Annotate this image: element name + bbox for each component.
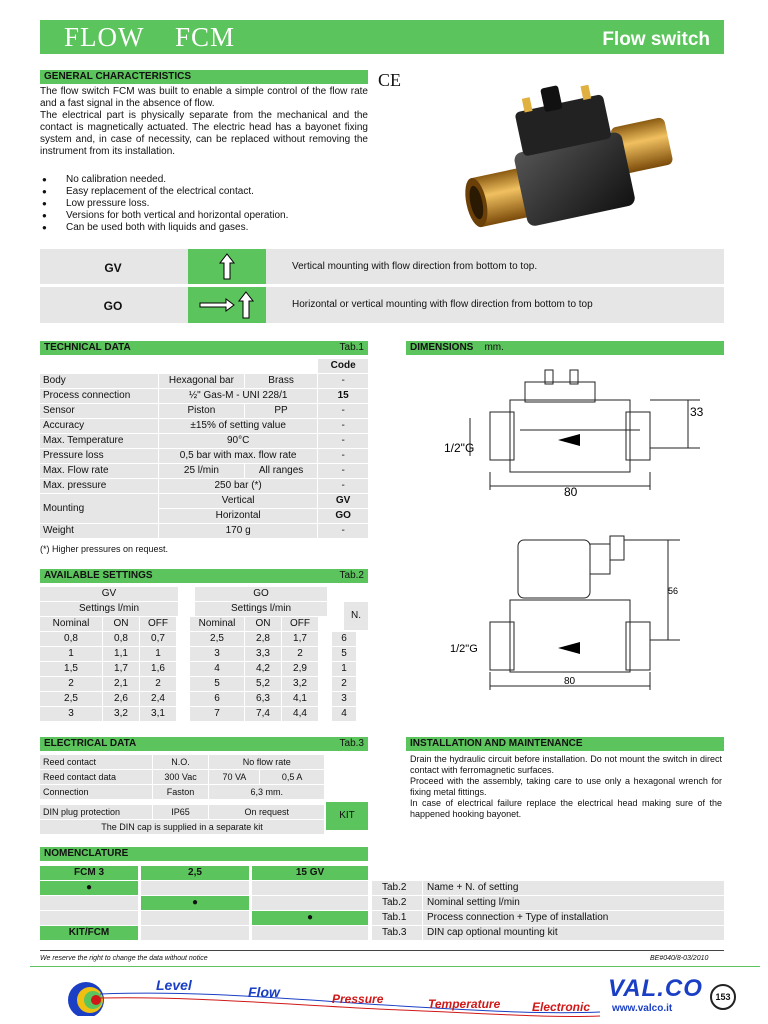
tech-value: Vertical bbox=[159, 494, 317, 508]
nomen-desc: Nominal setting l/min bbox=[423, 896, 724, 910]
nomen-tab: Tab.3 bbox=[372, 926, 422, 940]
settings-n: 5 bbox=[332, 647, 356, 661]
elec-label: Reed contact data bbox=[40, 770, 152, 784]
page-title: FLOW FCM bbox=[64, 22, 236, 52]
table-row bbox=[40, 404, 368, 418]
settings-cell: 2,8 bbox=[245, 632, 281, 646]
nomen-col: 15 GV bbox=[252, 866, 368, 880]
settings-cell: 2 bbox=[40, 677, 102, 691]
settings-cell: 0,8 bbox=[103, 632, 139, 646]
install-para: In case of electrical failure replace the electrical head making sure of the happened hooking bayonet. bbox=[410, 798, 722, 819]
table-row bbox=[40, 389, 368, 403]
list-item: ● Versions for both vertical and horizontal operation. bbox=[40, 210, 370, 222]
mounting-desc: Horizontal or vertical mounting with flow direction from bottom to top bbox=[292, 299, 593, 310]
install-text bbox=[410, 754, 722, 820]
feature-list bbox=[40, 174, 370, 234]
nomen-dot: ● bbox=[40, 881, 138, 895]
settings-cell: 2 bbox=[282, 647, 318, 661]
settings-col-head: OFF bbox=[282, 617, 318, 631]
settings-col-head: Nominal bbox=[40, 617, 102, 631]
mounting-code: GO bbox=[103, 299, 123, 313]
dimension-drawing-gv bbox=[430, 360, 720, 500]
spacer bbox=[177, 692, 189, 706]
settings-cell: 1 bbox=[140, 647, 176, 661]
spacer bbox=[319, 662, 331, 676]
tech-code: - bbox=[318, 524, 368, 538]
tech-code: GO bbox=[318, 509, 368, 523]
elec-value: On request bbox=[209, 805, 324, 819]
settings-cell: 1 bbox=[40, 647, 102, 661]
footer-word-flow: Flow bbox=[248, 984, 280, 1000]
tech-label: Max. pressure bbox=[40, 479, 158, 493]
tech-value: Piston bbox=[159, 404, 244, 418]
general-para1: The flow switch FCM was built to enable a simple control of the flow rate and a fast signal in the absence of flow. bbox=[40, 86, 368, 109]
settings-cell: 1,7 bbox=[282, 632, 318, 646]
settings-cell: 1,5 bbox=[40, 662, 102, 676]
nomenclature-heading: NOMENCLATURE bbox=[40, 847, 368, 861]
spacer bbox=[332, 617, 356, 631]
spacer bbox=[177, 707, 189, 721]
settings-go-head: GO bbox=[195, 587, 327, 601]
tech-code: - bbox=[318, 479, 368, 493]
tech-label: Sensor bbox=[40, 404, 158, 418]
settings-cell: 6,3 bbox=[245, 692, 281, 706]
tech-label: Pressure loss bbox=[40, 449, 158, 463]
elec-value: 6,3 mm. bbox=[209, 785, 324, 799]
code-header: Code bbox=[318, 359, 368, 373]
nomen-kit: KIT/FCM bbox=[40, 926, 138, 940]
arrow-right-up-box bbox=[188, 287, 266, 323]
settings-cell: 4 bbox=[190, 662, 244, 676]
settings-cell: 4,1 bbox=[282, 692, 318, 706]
table-row bbox=[40, 662, 356, 676]
footer-rule bbox=[40, 950, 724, 951]
header-bar bbox=[40, 20, 724, 54]
settings-gv-head: GV bbox=[40, 587, 178, 601]
settings-cell: 4,2 bbox=[245, 662, 281, 676]
dim-label: 80 bbox=[564, 676, 576, 687]
tech-value: 25 l/min bbox=[159, 464, 244, 478]
nomen-cell bbox=[40, 896, 138, 910]
tech-value: ±15% of setting value bbox=[159, 419, 317, 433]
settings-cell: 2 bbox=[140, 677, 176, 691]
dim-label: 56 bbox=[668, 586, 679, 596]
elec-label: Reed contact bbox=[40, 755, 152, 769]
footer-word-level: Level bbox=[156, 977, 192, 993]
settings-cell: 1,6 bbox=[140, 662, 176, 676]
settings-cell: 3,1 bbox=[140, 707, 176, 721]
tech-value: Hexagonal bar bbox=[159, 374, 244, 388]
settings-cell: 1,7 bbox=[103, 662, 139, 676]
nomen-cell bbox=[141, 926, 249, 940]
tech-label: Max. Temperature bbox=[40, 434, 158, 448]
settings-cell: 2,5 bbox=[190, 632, 244, 646]
ce-mark: CE bbox=[378, 70, 402, 90]
table-row bbox=[40, 494, 368, 508]
settings-head-row bbox=[40, 617, 356, 631]
dim-label: 1/2"G bbox=[444, 441, 475, 455]
settings-n: 4 bbox=[332, 707, 356, 721]
arrow-right-up-icon bbox=[188, 287, 266, 323]
settings-cell: 2,5 bbox=[40, 692, 102, 706]
table-row bbox=[40, 374, 368, 388]
tech-value: ½" Gas-M - UNI 228/1 bbox=[159, 389, 317, 403]
tech-label: Mounting bbox=[40, 494, 158, 523]
settings-cell: 7 bbox=[190, 707, 244, 721]
table-row bbox=[40, 692, 356, 706]
settings-cell: 3,3 bbox=[245, 647, 281, 661]
page-subtitle: Flow switch bbox=[602, 29, 710, 50]
mounting-code: GV bbox=[104, 261, 122, 275]
settings-cell: 3,2 bbox=[282, 677, 318, 691]
settings-cell: 6 bbox=[190, 692, 244, 706]
settings-cell: 0,7 bbox=[140, 632, 176, 646]
nomen-cell bbox=[252, 881, 368, 895]
electrical-heading: ELECTRICAL DATA Tab.3 bbox=[40, 737, 368, 751]
brand-url: www.valco.it bbox=[612, 1003, 673, 1014]
table-row bbox=[40, 434, 368, 448]
product-photo bbox=[456, 82, 686, 237]
spacer bbox=[177, 632, 189, 646]
settings-cell: 2,1 bbox=[103, 677, 139, 691]
nomen-dot: ● bbox=[141, 896, 249, 910]
settings-cell: 0,8 bbox=[40, 632, 102, 646]
nomen-desc: DIN cap optional mounting kit bbox=[423, 926, 724, 940]
spacer bbox=[319, 707, 331, 721]
nomen-tab: Tab.2 bbox=[372, 881, 422, 895]
nomen-desc: Process connection + Type of installation bbox=[423, 911, 724, 925]
nomen-cell bbox=[141, 911, 249, 925]
tech-value: All ranges bbox=[245, 464, 317, 478]
footer-code: BE#040/8-03/2010 bbox=[650, 955, 709, 962]
table-row bbox=[40, 632, 356, 646]
kit-badge: KIT bbox=[326, 802, 368, 830]
general-text bbox=[40, 86, 368, 158]
settings-gv-sub: Settings l/min bbox=[40, 602, 178, 616]
settings-go-sub: Settings l/min bbox=[195, 602, 327, 616]
tech-value: PP bbox=[245, 404, 317, 418]
tech-value: 90°C bbox=[159, 434, 317, 448]
spacer bbox=[319, 647, 331, 661]
spacer bbox=[177, 677, 189, 691]
elec-value: No flow rate bbox=[209, 755, 324, 769]
mounting-row-go bbox=[40, 287, 724, 323]
settings-col-head: OFF bbox=[140, 617, 176, 631]
nomen-dot: ● bbox=[252, 911, 368, 925]
tech-code: - bbox=[318, 434, 368, 448]
settings-cell: 3 bbox=[40, 707, 102, 721]
footer-band bbox=[30, 966, 760, 967]
tech-label: Accuracy bbox=[40, 419, 158, 433]
list-item: ● No calibration needed. bbox=[40, 174, 370, 186]
settings-col-head: ON bbox=[103, 617, 139, 631]
settings-cell: 5,2 bbox=[245, 677, 281, 691]
technical-table bbox=[39, 358, 369, 539]
footer-word-electronic: Electronic bbox=[532, 1000, 591, 1014]
list-item: ● Low pressure loss. bbox=[40, 198, 370, 210]
nomen-tab: Tab.1 bbox=[372, 911, 422, 925]
dim-label: 33 bbox=[690, 405, 704, 419]
settings-cell: 2,9 bbox=[282, 662, 318, 676]
table-row bbox=[40, 707, 356, 721]
electrical-table bbox=[39, 754, 325, 835]
settings-n: 6 bbox=[332, 632, 356, 646]
general-heading: GENERAL CHARACTERISTICS bbox=[40, 70, 368, 84]
tech-code: - bbox=[318, 464, 368, 478]
tech-code: GV bbox=[318, 494, 368, 508]
tech-value: 170 g bbox=[159, 524, 317, 538]
install-para: Proceed with the assembly, taking care to use only a hexagonal wrench for fixing metal fittings. bbox=[410, 776, 722, 797]
settings-col-head: Nominal bbox=[190, 617, 244, 631]
tech-code: - bbox=[318, 419, 368, 433]
nomen-cell bbox=[141, 881, 249, 895]
settings-cell: 2,4 bbox=[140, 692, 176, 706]
spacer bbox=[177, 647, 189, 661]
table-row bbox=[40, 464, 368, 478]
install-heading: INSTALLATION AND MAINTENANCE bbox=[406, 737, 724, 751]
tech-code: - bbox=[318, 449, 368, 463]
footer-word-pressure: Pressure bbox=[332, 992, 384, 1006]
nomen-desc: Name + N. of setting bbox=[423, 881, 724, 895]
tech-code: 15 bbox=[318, 389, 368, 403]
spacer bbox=[177, 662, 189, 676]
settings-n: 1 bbox=[332, 662, 356, 676]
settings-cell: 2,6 bbox=[103, 692, 139, 706]
dim-label: 80 bbox=[564, 485, 578, 499]
arrow-up-box bbox=[188, 249, 266, 284]
elec-value: IP65 bbox=[153, 805, 209, 819]
tech-label: Weight bbox=[40, 524, 158, 538]
din-note: The DIN cap is supplied in a separate kit bbox=[40, 820, 324, 834]
elec-value: 70 VA bbox=[209, 770, 259, 784]
table-row bbox=[40, 449, 368, 463]
tech-label: Max. Flow rate bbox=[40, 464, 158, 478]
spacer bbox=[177, 617, 189, 631]
settings-cell: 4,4 bbox=[282, 707, 318, 721]
spacer bbox=[319, 677, 331, 691]
spacer bbox=[319, 692, 331, 706]
tech-code: - bbox=[318, 404, 368, 418]
list-item: ● Can be used both with liquids and gases. bbox=[40, 222, 370, 234]
settings-cell: 7,4 bbox=[245, 707, 281, 721]
settings-n: 3 bbox=[332, 692, 356, 706]
tech-label: Process connection bbox=[40, 389, 158, 403]
page-number: 153 bbox=[710, 984, 736, 1010]
technical-note: (*) Higher pressures on request. bbox=[40, 544, 169, 554]
settings-cell: 3,2 bbox=[103, 707, 139, 721]
nomen-cell bbox=[40, 911, 138, 925]
dimensions-heading: DIMENSIONS mm. bbox=[406, 341, 724, 355]
tech-value: 0,5 bar with max. flow rate bbox=[159, 449, 317, 463]
nomen-col: 2,5 bbox=[141, 866, 249, 880]
list-item: ● Easy replacement of the electrical contact. bbox=[40, 186, 370, 198]
mounting-desc: Vertical mounting with flow direction from bottom to top. bbox=[292, 261, 538, 272]
spacer bbox=[319, 632, 331, 646]
table-row bbox=[40, 677, 356, 691]
settings-cell: 3 bbox=[190, 647, 244, 661]
settings-table bbox=[39, 616, 357, 722]
nomen-col: FCM 3 bbox=[40, 866, 138, 880]
mounting-row-gv bbox=[40, 249, 724, 284]
elec-value: 300 Vac bbox=[153, 770, 209, 784]
nomen-cell bbox=[252, 896, 368, 910]
spacer bbox=[319, 617, 331, 631]
elec-value: 0,5 A bbox=[260, 770, 324, 784]
settings-heading: AVAILABLE SETTINGS Tab.2 bbox=[40, 569, 368, 583]
settings-cell: 5 bbox=[190, 677, 244, 691]
footer-word-temperature: Temperature bbox=[428, 997, 501, 1011]
install-para: Drain the hydraulic circuit before installation. Do not mount the switch in direct contact with ferromagnetic surfaces. bbox=[410, 754, 722, 775]
elec-label: DIN plug protection bbox=[40, 805, 152, 819]
brand-name: VAL.CO bbox=[608, 975, 703, 1002]
table-row bbox=[40, 524, 368, 538]
tech-value: 250 bar (*) bbox=[159, 479, 317, 493]
dim-label: 1/2"G bbox=[450, 643, 478, 655]
table-row bbox=[40, 479, 368, 493]
nomen-tab: Tab.2 bbox=[372, 896, 422, 910]
technical-heading: TECHNICAL DATA Tab.1 bbox=[40, 341, 368, 355]
elec-label: Connection bbox=[40, 785, 152, 799]
tech-label: Body bbox=[40, 374, 158, 388]
tech-value: Brass bbox=[245, 374, 317, 388]
tech-value: Horizontal bbox=[159, 509, 317, 523]
elec-value: N.O. bbox=[153, 755, 209, 769]
settings-col-head: ON bbox=[245, 617, 281, 631]
dimension-drawing-go bbox=[430, 530, 720, 695]
nomen-cell bbox=[252, 926, 368, 940]
settings-n-head: N. bbox=[344, 602, 368, 630]
table-row bbox=[40, 647, 356, 661]
settings-cell: 1,1 bbox=[103, 647, 139, 661]
footer-disclaimer: We reserve the right to change the data without notice bbox=[40, 955, 208, 962]
arrow-up-icon bbox=[188, 249, 266, 284]
settings-n: 2 bbox=[332, 677, 356, 691]
general-para2: The electrical part is physically separate from the mechanical and the contact is magnetically actuated. The electric head has a bayonet fixing system and, in case of necessity, can be replaced without removing the instrument from its installation. bbox=[40, 110, 368, 157]
elec-value: Faston bbox=[153, 785, 209, 799]
tech-code: - bbox=[318, 374, 368, 388]
table-row bbox=[40, 419, 368, 433]
